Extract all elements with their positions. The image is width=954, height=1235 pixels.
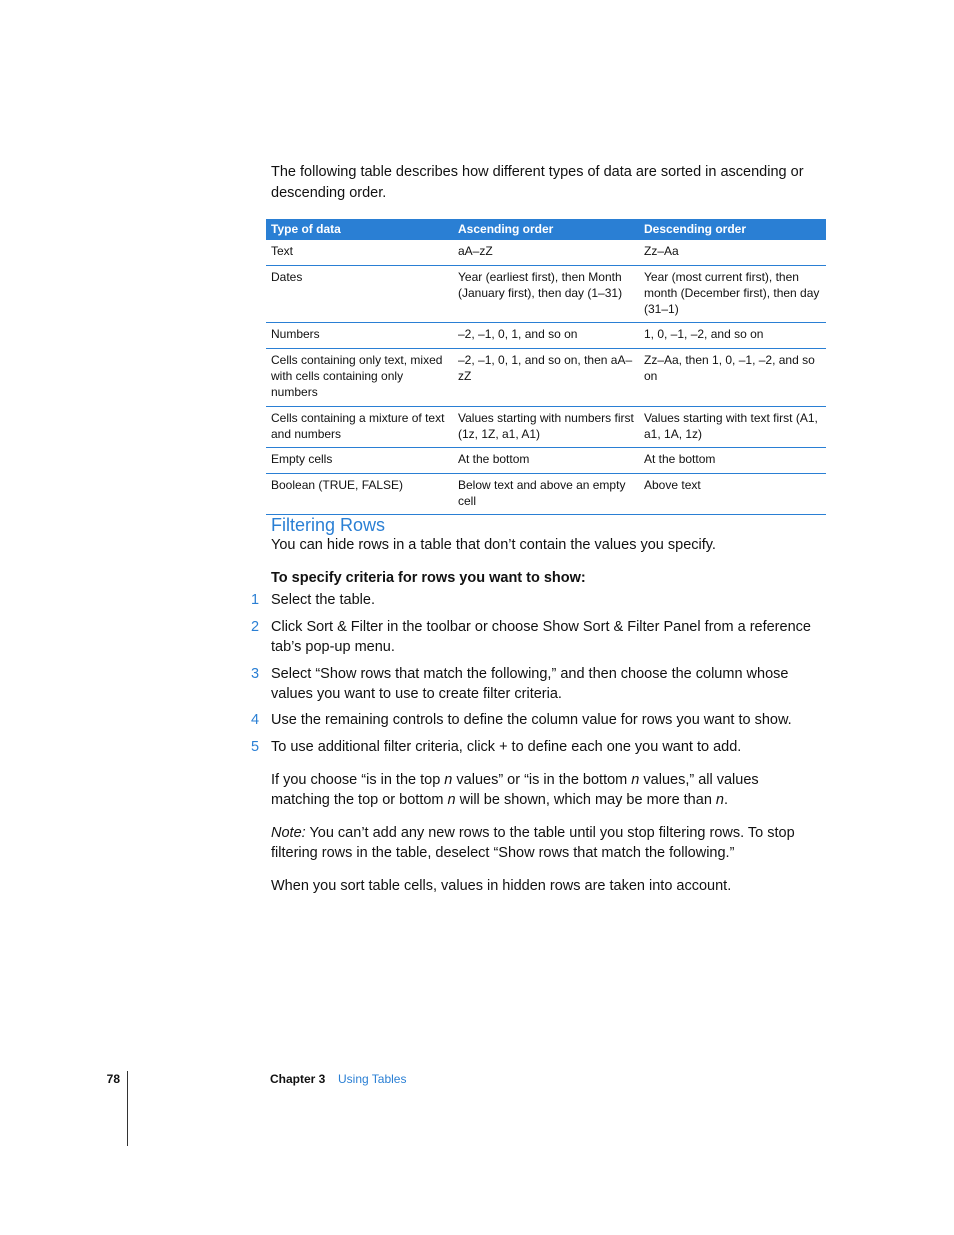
section-lead: You can hide rows in a table that don’t contain the values you specify. bbox=[271, 537, 716, 553]
text-run: will be shown, which may be more than bbox=[455, 792, 716, 808]
table-row bbox=[266, 448, 826, 473]
header-type-of-data: Type of data bbox=[266, 219, 453, 240]
table-cell: –2, –1, 0, 1, and so on bbox=[453, 323, 639, 348]
closing-paragraph: When you sort table cells, values in hidden rows are taken into account. bbox=[271, 878, 732, 894]
step-2 bbox=[251, 617, 816, 657]
header-descending-order: Descending order bbox=[639, 219, 826, 240]
table-row bbox=[266, 323, 826, 348]
table-row bbox=[266, 473, 826, 515]
step-number: 3 bbox=[251, 666, 260, 682]
variable-n: n bbox=[715, 792, 724, 808]
note-paragraph bbox=[271, 823, 816, 863]
step-1 bbox=[251, 590, 816, 610]
table-cell: Values starting with numbers first (1z, 1Z, a1, A1) bbox=[453, 406, 639, 448]
table-cell: Zz–Aa bbox=[639, 240, 826, 265]
step-text: Click Sort & Filter in the toolbar or choose Show Sort & Filter Panel from a reference tab’s pop-up menu. bbox=[271, 619, 811, 655]
table-cell: Year (earliest first), then Month (January first), then day (1–31) bbox=[453, 265, 639, 323]
table-cell: Cells containing a mixture of text and numbers bbox=[266, 406, 453, 448]
variable-n: n bbox=[631, 772, 640, 788]
table-cell: Cells containing only text, mixed with cells containing only numbers bbox=[266, 348, 453, 406]
table-cell: –2, –1, 0, 1, and so on, then aA–zZ bbox=[453, 348, 639, 406]
section-title: Filtering Rows bbox=[271, 515, 386, 535]
page-number: 78 bbox=[106, 1072, 120, 1086]
table-cell: Dates bbox=[266, 265, 453, 323]
step-text: Use the remaining controls to define the column value for rows you want to show. bbox=[271, 712, 792, 728]
step-text: Select “Show rows that match the following,” and then choose the column whose values you want to use to create filter criteria. bbox=[271, 666, 789, 702]
step-3 bbox=[251, 664, 816, 704]
intro-paragraph: The following table describes how different types of data are sorted in ascending or descending order. bbox=[271, 164, 804, 201]
table-row bbox=[266, 265, 826, 323]
table-cell: Empty cells bbox=[266, 448, 453, 473]
table-cell: aA–zZ bbox=[453, 240, 639, 265]
variable-n: n bbox=[444, 772, 453, 788]
table-row bbox=[266, 240, 826, 265]
chapter-label: Chapter 3 bbox=[270, 1072, 326, 1086]
table-cell: 1, 0, –1, –2, and so on bbox=[639, 323, 826, 348]
table-row bbox=[266, 348, 826, 406]
table-cell: Text bbox=[266, 240, 453, 265]
step-4 bbox=[251, 710, 816, 730]
table-cell: Values starting with text first (A1, a1, 1A, 1z) bbox=[639, 406, 826, 448]
step-number: 4 bbox=[251, 712, 260, 728]
table-cell: At the bottom bbox=[453, 448, 639, 473]
footer-divider bbox=[127, 1071, 128, 1146]
step-text: Select the table. bbox=[271, 592, 375, 608]
text-run: . bbox=[724, 792, 729, 808]
table-cell: Below text and above an empty cell bbox=[453, 473, 639, 515]
variable-n: n bbox=[447, 792, 456, 808]
step-number: 1 bbox=[251, 592, 260, 608]
step-number: 2 bbox=[251, 619, 260, 635]
step-number: 5 bbox=[251, 739, 260, 755]
note-label: Note: bbox=[271, 825, 306, 841]
table-row bbox=[266, 406, 826, 448]
step-text: To use additional filter criteria, click + to define each one you want to add. bbox=[271, 739, 742, 755]
table-header-row bbox=[266, 219, 826, 240]
table-cell: Zz–Aa, then 1, 0, –1, –2, and so on bbox=[639, 348, 826, 406]
filter-explanation-paragraph bbox=[271, 770, 816, 810]
table-cell: Year (most current first), then month (December first), then day (31–1) bbox=[639, 265, 826, 323]
text-run: values” or “is in the bottom bbox=[452, 772, 632, 788]
task-heading: To specify criteria for rows you want to show: bbox=[271, 570, 586, 586]
text-run: values,” all values matching the top or bottom bbox=[271, 772, 759, 808]
table-cell: Above text bbox=[639, 473, 826, 515]
note-text: You can’t add any new rows to the table until you stop filtering rows. To stop filtering rows in the table, deselect “Show rows that match the following.” bbox=[271, 825, 795, 861]
header-ascending-order: Ascending order bbox=[453, 219, 639, 240]
step-5 bbox=[251, 737, 816, 757]
table-cell: Boolean (TRUE, FALSE) bbox=[266, 473, 453, 515]
table-cell: At the bottom bbox=[639, 448, 826, 473]
sort-order-table bbox=[266, 219, 826, 515]
chapter-name: Using Tables bbox=[338, 1072, 407, 1086]
text-run: If you choose “is in the top bbox=[271, 772, 445, 788]
table-cell: Numbers bbox=[266, 323, 453, 348]
